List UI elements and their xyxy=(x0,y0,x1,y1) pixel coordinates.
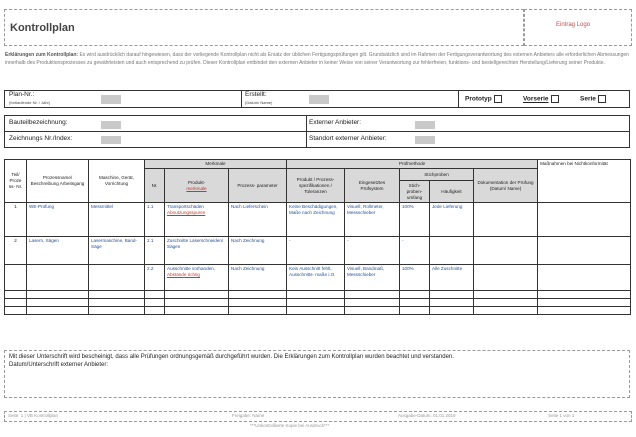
vorserie-option[interactable] xyxy=(523,95,559,103)
footer-copy: ***Unkontrollierte Kopie bei Ausdruck*** xyxy=(250,423,330,428)
col-merkmale: Merkmale xyxy=(145,160,287,169)
cell-maschine xyxy=(89,265,145,291)
explanation-body: Es wird ausdrücklich darauf hingewiesen, dass der vorliegende Kontrollplan nicht als Ersatz der üblichen Fertigungsprüfungen gilt. Grundsätzlich sind im Rahmen der Fertigungsverantwortung des externen Anbieters alle erforderlichen Abmessungen innerhalb des Produktionsprozesses zu gewährleisten und auch entsprechend zu prüfen. Dieser Kontrollplan entbindet den externen Anbieter in keiner Weise von seiner Verantwortung zur fehlerfreien, funktions- und bestellgerechten Herstellung/Lieferung seiner Produkte. xyxy=(5,52,629,66)
cell-prozess: WE-Prüfung xyxy=(27,203,89,237)
cell-nr: 2.1 xyxy=(145,237,165,265)
cell-produkt-2: Abnutzungsspuren xyxy=(167,210,206,215)
footer-mid: Freigabe: Name xyxy=(232,413,265,418)
cell-produkt-1: Zuschnitte Laserschneiden/ xyxy=(167,238,224,243)
drawing-label: Zeichnungs Nr./Index: xyxy=(9,135,73,142)
table-row xyxy=(5,203,631,237)
col-doku: Dokumentation der Prüfung (Datum/ Name) xyxy=(474,169,538,203)
col-haeufigkeit: Häufigkeit xyxy=(430,181,474,203)
footer-left: Seite: 1 | VB Kontrollplan xyxy=(8,413,58,418)
site-input[interactable] xyxy=(415,136,435,144)
cell-teil xyxy=(5,265,27,291)
signature-box xyxy=(4,350,630,398)
cell-prozess xyxy=(27,265,89,291)
col-massnahmen: Maßnahmen bei Nichtkonformität xyxy=(538,160,631,203)
cell-system: Visuell, Rollmeter, Messschieber xyxy=(345,203,400,237)
logo-placeholder: Eintrag Logo xyxy=(556,22,591,28)
cell-massnahmen xyxy=(538,265,631,291)
cell-haeufigkeit: Alle Zuschnitte xyxy=(430,265,474,291)
cell-produkt-2: Sägen xyxy=(167,244,181,249)
cell-spez: - xyxy=(287,237,345,265)
cell-nr: 2.2 xyxy=(145,265,165,291)
cell-produkt-1: Ausschnitte vorhanden, xyxy=(167,266,216,271)
part-label: Bauteilbezeichnung: xyxy=(9,119,68,126)
cell-teil: 1 xyxy=(5,203,27,237)
divider xyxy=(5,131,629,132)
cell-doku xyxy=(474,237,538,265)
col-teil: Teil/ Proze ss- Nr. xyxy=(5,160,27,203)
plan-row xyxy=(4,90,630,108)
cell-spez: Keine Beschädigungen, Maße nach Zeichnung xyxy=(287,203,345,237)
supplier-label: Externer Anbieter: xyxy=(309,119,362,126)
col-produkt xyxy=(165,169,229,203)
vorserie-checkbox[interactable] xyxy=(551,95,559,103)
vorserie-label: Vorserie xyxy=(523,95,549,103)
cell-produkt-2: Abstände richtig xyxy=(167,272,200,277)
cell-maschine: Lasermaschine, Band-Säge xyxy=(89,237,145,265)
prototyp-option[interactable] xyxy=(465,95,502,103)
col-produkt-2: merkmale xyxy=(186,185,207,191)
col-umfang: Stich- proben- umfang xyxy=(400,181,430,203)
plan-label: Plan-Nr.: xyxy=(9,91,35,98)
table-row xyxy=(5,265,631,291)
cell-produkt xyxy=(165,265,229,291)
col-pruefmethode: Prüfmethode xyxy=(287,160,538,169)
signature-label: Datum/Unterschrift externer Anbieter: xyxy=(9,362,109,368)
cell-doku xyxy=(474,265,538,291)
cell-produkt xyxy=(165,203,229,237)
col-prozess: Prozessname/ Beschreibung Arbeitsgang xyxy=(27,160,89,203)
cell-haeufigkeit: Jede Lieferung xyxy=(430,203,474,237)
cell-umfang: - xyxy=(400,237,430,265)
col-param: Prozess- parameter xyxy=(229,169,287,203)
cell-doku xyxy=(474,203,538,237)
col-stichproben: Stichproben xyxy=(400,169,474,181)
cell-umfang: 100% xyxy=(400,265,430,291)
cell-umfang: 100% xyxy=(400,203,430,237)
cell-nr: 1.1 xyxy=(145,203,165,237)
divider xyxy=(306,116,307,147)
col-nr: Nr. xyxy=(145,169,165,203)
serie-option[interactable] xyxy=(580,95,606,103)
plan-input[interactable] xyxy=(101,95,121,104)
col-maschine: Maschine, Gerät, Vorrichtung xyxy=(89,160,145,203)
col-system: Eingesetztes Prüfsystem xyxy=(345,169,400,203)
table-row xyxy=(5,237,631,265)
plan-sub: (fortlaufende Nr. / Jahr) xyxy=(9,100,51,105)
cell-produkt xyxy=(165,237,229,265)
cell-produkt-1: Transportschäden xyxy=(167,204,204,209)
cell-spez: Kein Ausschnitt fehlt, Ausschnitts- maße i.O. xyxy=(287,265,345,291)
cell-massnahmen xyxy=(538,203,631,237)
cell-haeufigkeit xyxy=(430,237,474,265)
header-title-box xyxy=(4,9,524,46)
drawing-input[interactable] xyxy=(101,136,121,144)
cell-massnahmen xyxy=(538,237,631,265)
cell-param: Nach Zeichnung xyxy=(229,237,287,265)
divider xyxy=(241,91,242,107)
info-box xyxy=(4,115,630,148)
prototyp-checkbox[interactable] xyxy=(494,95,502,103)
footer-page: Seite 1 von 1 xyxy=(548,413,575,418)
control-plan-table xyxy=(4,159,631,315)
created-input[interactable] xyxy=(309,95,329,104)
signature-text: Mit dieser Unterschrift wird bescheinigt, dass alle Prüfungen ordnungsgemäß durchgeführt wurden. Die Erklärungen zum Kontrollplan wurden beachtet und verstanden. xyxy=(9,354,454,360)
prototyp-label: Prototyp xyxy=(465,95,492,103)
cell-maschine: Messmittel xyxy=(89,203,145,237)
created-sub: (Datum/ Name) xyxy=(245,100,273,105)
cell-system: - xyxy=(345,237,400,265)
serie-label: Serie xyxy=(580,95,596,103)
serie-checkbox[interactable] xyxy=(598,95,606,103)
page-title: Kontrollplan xyxy=(10,22,75,34)
cell-param: Nach Lieferschein xyxy=(229,203,287,237)
explanation-text xyxy=(5,52,629,67)
footer-bar xyxy=(4,411,632,422)
cell-param: Nach Zeichnung xyxy=(229,265,287,291)
divider xyxy=(458,91,459,107)
col-produkt-1: Produkt- xyxy=(187,179,206,185)
cell-teil: 2 xyxy=(5,237,27,265)
cell-system: Visuell, Bandmaß, Messschieber xyxy=(345,265,400,291)
table-row xyxy=(5,291,631,299)
supplier-input[interactable] xyxy=(415,121,435,129)
footer-date: Ausgabe-Datum: 01.01.2019 xyxy=(398,413,456,418)
created-label: Erstellt: xyxy=(245,91,267,98)
col-spez: Produkt / Prozess- spezifikationen / Toleranzen xyxy=(287,169,345,203)
cell-prozess: Lasern, Sägen xyxy=(27,237,89,265)
table-row xyxy=(5,307,631,315)
part-input[interactable] xyxy=(101,121,121,129)
explanation-lead: Erklärungen zum Kontrollplan: xyxy=(5,52,79,58)
site-label: Standort externer Anbieter: xyxy=(309,135,387,142)
table-row xyxy=(5,299,631,307)
